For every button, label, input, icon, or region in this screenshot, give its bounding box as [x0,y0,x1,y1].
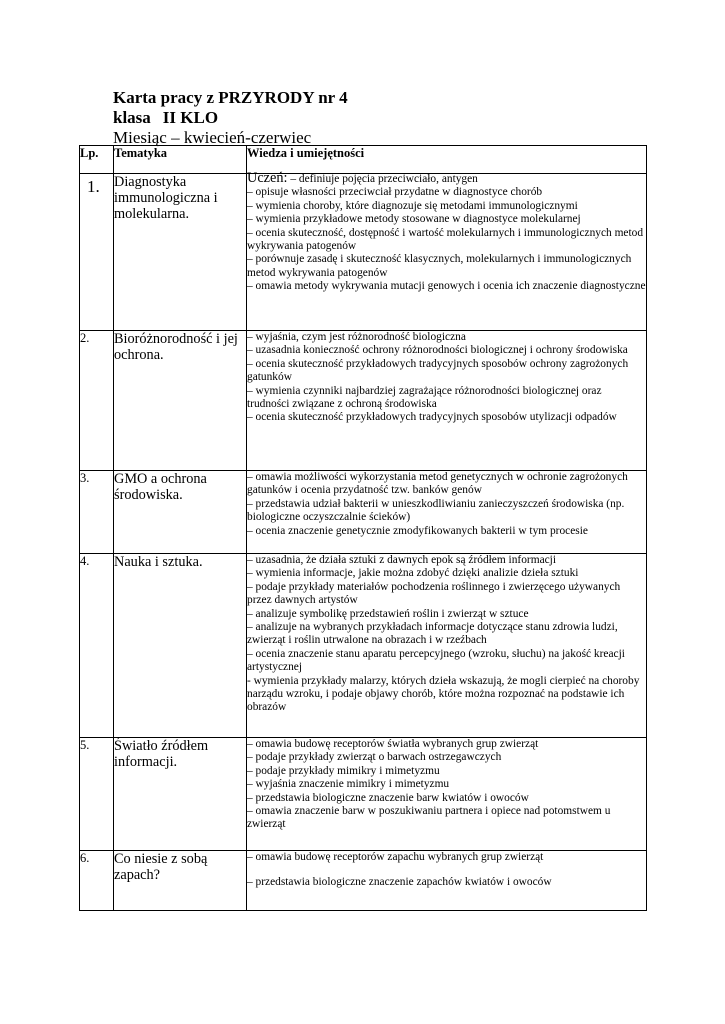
skill-item: – opisuje własności przeciwciał przydatne w diagnostyce chorób [247,186,543,199]
row-topic: Co niesie z sobą zapach? [114,851,247,911]
row-skills [247,471,647,554]
skill-item: – uzasadnia, że działa sztuki z dawnych epok są źródłem informacji [247,554,557,566]
table-row [80,738,647,851]
worksheet-title: Karta pracy z PRZYRODY nr 4 [113,88,348,107]
skill-item: – przedstawia biologiczne znaczenie barw kwiatów i owoców [247,791,529,804]
header-topic: Tematyka [114,146,247,174]
skill-item: – wyjaśnia, czym jest różnorodność biologiczna [247,331,466,343]
skill-item: – analizuje na wybranych przykładach informacje dotyczące stanu zdrowia ludzi, zwierząt i roślin utrwalone na obrazach i w rzeźbach [247,621,618,647]
class-line [113,108,348,128]
skill-item: – porównuje zasadę i skuteczność klasycznych, molekularnych i immunologicznych metod wykrywania patogenów [247,253,632,279]
skill-item: – przedstawia udział bakterii w unieszkodliwianiu zanieczyszczeń środowiska (np. biologiczne oczyszczalnie ścieków) [247,497,625,524]
skill-item: – omawia możliwości wykorzystania metod genetycznych w ochronie zagrożonych gatunków i ocenia przydatność tzw. banków genów [247,471,628,497]
skill-item: – ocenia skuteczność, dostępność i wartość molekularnych i immunologicznych metod wykrywania patogenów [247,226,644,253]
skill-item: – ocenia skuteczność przykładowych tradycyjnych sposobów ochrony zagrożonych gatunków [247,357,629,384]
skill-item: – ocenia znaczenie stanu aparatu percepcyjnego (wzroku, słuchu) na jakość kreacji artystycznej [247,647,625,674]
class-value: II KLO [162,108,219,127]
row-topic: Bioróżnorodność i jej ochrona. [114,331,247,471]
skill-item: – omawia budowę receptorów zapachu wybranych grup zwierząt [247,851,544,863]
row-number: 1. [80,174,114,331]
table-row [80,471,647,554]
table-row [80,174,647,331]
skill-item: – ocenia skuteczność przykładowych tradycyjnych sposobów utylizacji odpadów [247,411,617,424]
skill-item: – analizuje symbolikę przedstawień roślin i zwierząt w sztuce [247,607,529,620]
row-number: 2. [80,331,114,471]
table-header-row [80,146,647,174]
skill-item: – wymienia informacje, jakie można zdobyć dzięki analizie dzieła sztuki [247,567,579,580]
skill-item: – podaje przykłady zwierząt o barwach ostrzegawczych [247,751,502,764]
skill-item: – omawia znaczenie barw w poszukiwaniu partnera i opiece nad potomstwem u zwierząt [247,805,611,831]
curriculum-table [79,145,647,911]
table-row [80,554,647,738]
header-lp: Lp. [80,146,114,174]
skill-item: – wymienia czynniki najbardziej zagrażające różnorodności biologicznej oraz trudności związane z ochroną środowiska [247,384,602,411]
skill-item: – wymienia przykładowe metody stosowane w diagnostyce molekularnej [247,213,581,226]
table-row [80,851,647,911]
skill-item: – uzasadnia konieczność ochrony różnorodności biologicznej i ochrony środowiska [247,344,628,357]
skill-item: – ocenia znaczenie genetycznie zmodyfikowanych bakterii w tym procesie [247,524,588,537]
skill-item: – podaje przykłady mimikry i mimetyzmu [247,764,440,777]
row-number: 5. [80,738,114,851]
skill-item: – wyjaśnia znaczenie mimikry i mimetyzmu [247,778,450,791]
row-topic: Diagnostyka immunologiczna i molekularna. [114,174,247,331]
row-topic: GMO a ochrona środowiska. [114,471,247,554]
row-skills [247,738,647,851]
skill-item: – definiuje pojęcia przeciwciało, antygen [287,173,478,185]
skill-item: – podaje przykłady materiałów pochodzenia roślinnego i zwierzęcego używanych przez dawnych artystów [247,580,621,607]
document-header [113,88,348,148]
skill-item: – omawia metody wykrywania mutacji genowych i ocenia ich znaczenie diagnostyczne [247,280,646,293]
blank-line [247,864,646,876]
table-row [80,331,647,471]
row-skills [247,331,647,471]
skill-item: - wymienia przykłady malarzy, których dzieła wskazują, że mogli cierpieć na choroby narządu wzroku, i podaje objawy chorób, które można rozpoznać na podstawie ich obrazów [247,674,640,714]
student-label: Uczeń: [247,170,288,186]
row-skills [247,170,647,331]
row-topic: Nauka i sztuka. [114,554,247,738]
row-number: 3. [80,471,114,554]
skill-item: – przedstawia biologiczne znaczenie zapachów kwiatów i owoców [247,876,552,889]
month-line: Miesiąc – kwiecień-czerwiec [113,128,312,147]
header-skills: Wiedza i umiejętności [247,146,647,174]
row-skills [247,554,647,738]
class-label: klasa [113,108,151,127]
skill-item: – wymienia choroby, które diagnozuje się metodami immunologicznymi [247,199,578,212]
row-topic: Światło źródłem informacji. [114,738,247,851]
row-number: 6. [80,851,114,911]
skill-item: – omawia budowę receptorów światła wybranych grup zwierząt [247,738,539,750]
row-skills [247,851,647,911]
row-number: 4. [80,554,114,738]
